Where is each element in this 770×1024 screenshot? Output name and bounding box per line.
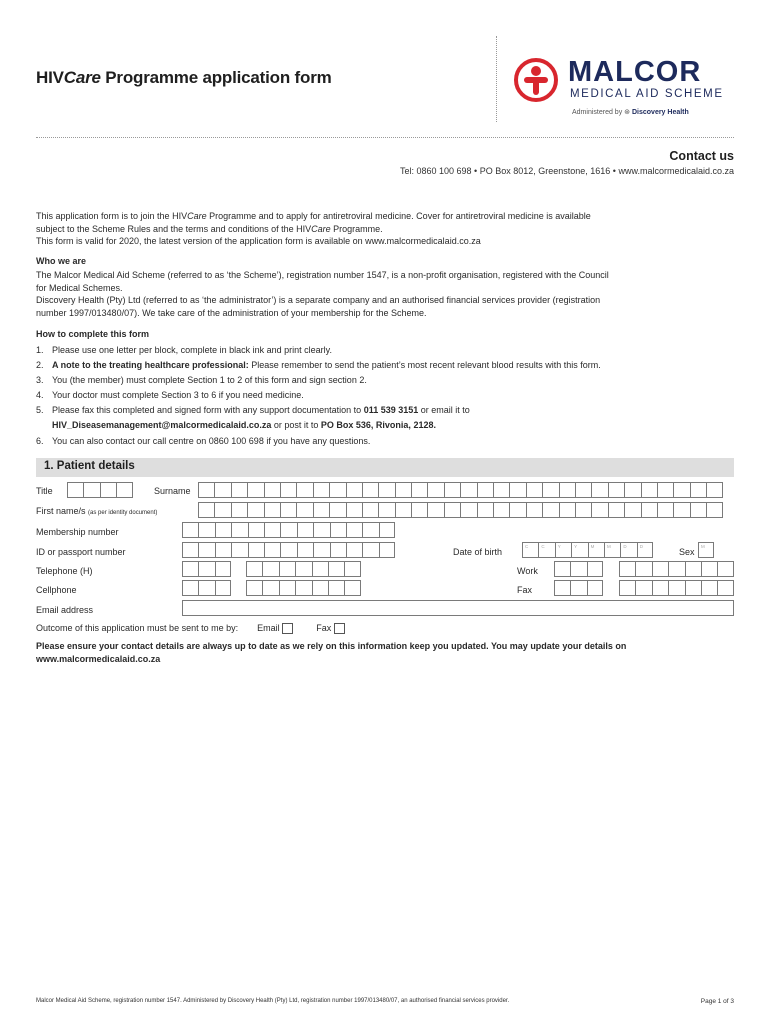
cellphone-label: Cellphone xyxy=(36,585,77,595)
who-heading: Who we are xyxy=(36,256,87,266)
logo-emblem-icon xyxy=(514,58,558,102)
input-block[interactable] xyxy=(641,502,657,518)
input-block[interactable] xyxy=(559,482,575,498)
input-block[interactable] xyxy=(312,561,328,577)
input-block[interactable] xyxy=(264,502,280,518)
input-block[interactable] xyxy=(591,502,607,518)
footer-text: Malcor Medical Aid Scheme, registration number 1547. Administered by Discovery Health (Pty) Ltd, registration number 1997/013480/07, an authorised financial services provider. xyxy=(36,998,510,1004)
input-block[interactable] xyxy=(329,482,345,498)
input-block[interactable] xyxy=(509,502,525,518)
input-block[interactable] xyxy=(641,482,657,498)
input-block[interactable] xyxy=(657,482,673,498)
input-block[interactable] xyxy=(328,580,344,596)
input-block[interactable] xyxy=(554,561,570,577)
input-block[interactable] xyxy=(395,482,411,498)
input-block[interactable]: D xyxy=(620,542,636,558)
input-block[interactable] xyxy=(247,482,263,498)
input-block[interactable] xyxy=(198,482,214,498)
input-block[interactable] xyxy=(379,542,395,558)
work-code-input[interactable] xyxy=(554,561,603,577)
input-block[interactable] xyxy=(346,542,362,558)
input-block[interactable] xyxy=(608,502,624,518)
input-block[interactable] xyxy=(346,502,362,518)
input-block[interactable] xyxy=(214,482,230,498)
list-item: 6. You can also contact our call centre on 0860 100 698 if you have any questions. xyxy=(36,436,371,446)
input-block[interactable] xyxy=(526,482,542,498)
input-block[interactable] xyxy=(444,482,460,498)
input-block[interactable] xyxy=(214,502,230,518)
telephone-number-input[interactable] xyxy=(246,561,361,577)
input-block[interactable] xyxy=(215,561,231,577)
id-label: ID or passport number xyxy=(36,547,126,557)
input-block[interactable] xyxy=(264,482,280,498)
input-block[interactable] xyxy=(444,502,460,518)
input-block[interactable] xyxy=(215,580,231,596)
input-block[interactable] xyxy=(624,502,640,518)
header-divider-horizontal xyxy=(36,137,734,138)
input-block[interactable] xyxy=(608,482,624,498)
input-block[interactable] xyxy=(231,522,247,538)
input-block[interactable] xyxy=(246,580,262,596)
membership-input[interactable] xyxy=(182,522,395,538)
input-block[interactable] xyxy=(701,580,717,596)
input-block[interactable] xyxy=(296,502,312,518)
section-header-patient-details: 1. Patient details xyxy=(36,458,734,477)
input-block[interactable] xyxy=(717,580,733,596)
input-block[interactable] xyxy=(673,502,689,518)
list-item: 4. Your doctor must complete Section 3 to 6 if you need medicine. xyxy=(36,390,304,400)
input-block[interactable] xyxy=(198,522,214,538)
input-block[interactable] xyxy=(248,542,264,558)
input-block[interactable] xyxy=(411,502,427,518)
input-block[interactable] xyxy=(280,542,296,558)
list-item: HIV_Diseasemanagement@malcormedicalaid.co.za or post it to PO Box 536, Rivonia, 2128. xyxy=(52,420,436,430)
input-block[interactable] xyxy=(362,482,378,498)
input-block[interactable] xyxy=(379,522,395,538)
input-block[interactable] xyxy=(427,502,443,518)
input-block[interactable] xyxy=(619,561,635,577)
input-block[interactable] xyxy=(685,561,701,577)
logo-subtitle: MEDICAL AID SCHEME xyxy=(570,88,724,100)
input-block[interactable] xyxy=(575,502,591,518)
list-item: 1. Please use one letter per block, complete in black ink and print clearly. xyxy=(36,345,332,355)
input-block[interactable] xyxy=(624,482,640,498)
input-block[interactable]: Y xyxy=(571,542,587,558)
input-block[interactable] xyxy=(215,542,231,558)
email-label: Email address xyxy=(36,605,94,615)
work-label: Work xyxy=(517,566,538,576)
fax-label: Fax xyxy=(517,585,533,595)
input-block[interactable] xyxy=(559,502,575,518)
input-block[interactable] xyxy=(182,561,198,577)
input-block[interactable]: Y xyxy=(555,542,571,558)
first-names-input[interactable] xyxy=(198,502,723,518)
input-block[interactable] xyxy=(295,580,311,596)
input-block[interactable] xyxy=(279,561,295,577)
outcome-email-checkbox[interactable] xyxy=(282,623,293,634)
input-block[interactable] xyxy=(279,580,295,596)
page-title: HIVCare Programme application form xyxy=(36,68,332,87)
input-block[interactable] xyxy=(570,580,586,596)
input-block[interactable] xyxy=(706,482,722,498)
work-number-input[interactable] xyxy=(619,561,734,577)
input-block[interactable] xyxy=(635,580,651,596)
discovery-icon: ⊛ xyxy=(624,109,631,116)
input-block[interactable] xyxy=(706,502,722,518)
input-block[interactable] xyxy=(280,482,296,498)
input-block[interactable] xyxy=(587,561,603,577)
how-heading: How to complete this form xyxy=(36,329,150,339)
input-block[interactable] xyxy=(262,580,278,596)
input-block[interactable] xyxy=(313,542,329,558)
cellphone-number-input[interactable] xyxy=(246,580,361,596)
title-input[interactable] xyxy=(67,482,133,498)
dob-label: Date of birth xyxy=(453,547,503,557)
input-block[interactable] xyxy=(231,502,247,518)
input-block[interactable] xyxy=(575,482,591,498)
input-block[interactable] xyxy=(701,561,717,577)
input-block[interactable] xyxy=(619,580,635,596)
input-block[interactable] xyxy=(262,561,278,577)
input-block[interactable] xyxy=(246,561,262,577)
input-block[interactable] xyxy=(198,502,214,518)
input-block[interactable] xyxy=(182,580,198,596)
id-input[interactable] xyxy=(182,542,395,558)
input-block[interactable] xyxy=(313,482,329,498)
malcor-logo xyxy=(514,56,736,120)
input-block[interactable] xyxy=(378,482,394,498)
telephone-code-input[interactable] xyxy=(182,561,231,577)
input-block[interactable] xyxy=(313,522,329,538)
dob-input[interactable] xyxy=(522,542,653,558)
input-block[interactable] xyxy=(182,542,198,558)
input-block[interactable] xyxy=(460,502,476,518)
contact-details: Tel: 0860 100 698 • PO Box 8012, Greenstone, 1616 • www.malcormedicalaid.co.za xyxy=(400,166,734,176)
input-block[interactable] xyxy=(690,482,706,498)
input-block[interactable] xyxy=(312,580,328,596)
input-block[interactable] xyxy=(587,580,603,596)
surname-input[interactable] xyxy=(198,482,723,498)
intro-paragraph: This application form is to join the HIVCare Programme and to apply for antiretroviral medicine. Cover for antiretroviral medicine is available subject to the Scheme Rules and the terms and conditions of the HIVCare Programme. This form is valid for 2020, the latest version of the application form is available on www.malcormedicalaid.co.za xyxy=(36,211,591,246)
input-block[interactable] xyxy=(247,502,263,518)
list-item: 5. Please fax this completed and signed form with any support documentation to 011 539 3151 or email it to xyxy=(36,405,470,415)
input-block[interactable] xyxy=(411,482,427,498)
surname-label: Surname xyxy=(154,486,191,496)
input-block[interactable] xyxy=(570,561,586,577)
input-block[interactable] xyxy=(344,580,360,596)
input-block[interactable] xyxy=(378,502,394,518)
telephone-label: Telephone (H) xyxy=(36,566,93,576)
input-block[interactable] xyxy=(295,561,311,577)
input-block[interactable] xyxy=(248,522,264,538)
input-block[interactable] xyxy=(330,522,346,538)
cellphone-code-input[interactable] xyxy=(182,580,231,596)
input-block[interactable] xyxy=(330,542,346,558)
input-block[interactable] xyxy=(346,482,362,498)
input-block[interactable] xyxy=(652,580,668,596)
input-block[interactable] xyxy=(477,482,493,498)
input-block[interactable] xyxy=(297,542,313,558)
list-item: 2. A note to the treating healthcare professional: Please remember to send the patient’s most recent relevant blood results with this form. xyxy=(36,360,601,370)
input-block[interactable] xyxy=(493,482,509,498)
input-block[interactable] xyxy=(493,502,509,518)
input-block[interactable] xyxy=(542,502,558,518)
page-number: Page 1 of 3 xyxy=(700,998,734,1005)
input-block[interactable] xyxy=(509,482,525,498)
input-block[interactable] xyxy=(231,482,247,498)
contact-update-notice: Please ensure your contact details are always up to date as we rely on this information keep you updated. You may update your details on www.malcormedicalaid.co.za xyxy=(36,641,627,664)
input-block[interactable] xyxy=(215,522,231,538)
input-block[interactable] xyxy=(297,522,313,538)
membership-label: Membership number xyxy=(36,527,119,537)
input-block[interactable] xyxy=(685,580,701,596)
input-block[interactable] xyxy=(198,542,214,558)
input-block[interactable] xyxy=(362,522,378,538)
input-block[interactable]: C xyxy=(522,542,538,558)
input-block[interactable] xyxy=(296,482,312,498)
input-block[interactable] xyxy=(329,502,345,518)
input-block[interactable] xyxy=(460,482,476,498)
input-block[interactable]: C xyxy=(538,542,554,558)
contact-heading: Contact us xyxy=(669,149,734,163)
input-block[interactable] xyxy=(344,561,360,577)
input-block[interactable] xyxy=(657,502,673,518)
input-block[interactable] xyxy=(526,502,542,518)
input-block[interactable] xyxy=(198,561,214,577)
input-block[interactable] xyxy=(477,502,493,518)
input-block[interactable]: M xyxy=(588,542,604,558)
fax-code-input[interactable] xyxy=(554,580,603,596)
input-block[interactable] xyxy=(264,542,280,558)
input-block[interactable] xyxy=(313,502,329,518)
input-block[interactable] xyxy=(346,522,362,538)
list-item: 3. You (the member) must complete Section 1 to 2 of this form and sign section 2. xyxy=(36,375,367,385)
sex-input[interactable]: M xyxy=(698,542,714,558)
input-block[interactable] xyxy=(554,580,570,596)
sex-label: Sex xyxy=(679,547,695,557)
input-block[interactable] xyxy=(717,561,733,577)
input-block[interactable] xyxy=(328,561,344,577)
input-block[interactable] xyxy=(264,522,280,538)
input-block[interactable] xyxy=(198,580,214,596)
input-block[interactable] xyxy=(231,542,247,558)
logo-brand-name: MALCOR xyxy=(568,56,702,88)
input-block[interactable] xyxy=(591,482,607,498)
email-input[interactable] xyxy=(182,600,734,616)
input-block[interactable] xyxy=(280,502,296,518)
title-label: Title xyxy=(36,486,53,496)
fax-number-input[interactable] xyxy=(619,580,734,596)
input-block[interactable] xyxy=(280,522,296,538)
input-block[interactable] xyxy=(182,522,198,538)
outcome-label: Outcome of this application must be sent to me by: Email Fax xyxy=(36,623,345,634)
input-block[interactable] xyxy=(362,542,378,558)
input-block[interactable] xyxy=(673,482,689,498)
input-block[interactable] xyxy=(690,502,706,518)
input-block[interactable]: M xyxy=(604,542,620,558)
input-block[interactable] xyxy=(427,482,443,498)
input-block[interactable] xyxy=(668,561,684,577)
input-block[interactable] xyxy=(652,561,668,577)
input-block[interactable] xyxy=(362,502,378,518)
who-paragraph: The Malcor Medical Aid Scheme (referred to as ‘the Scheme’), registration number 1547, is a non-profit organisation, registered with the Council for Medical Schemes. Discovery Health (Pty) Ltd (referred to as ‘the administrator’) is a separate company and an authorised financial services provider (registration number 1997/013480/07). We take care of the administration of your membership for the Scheme. xyxy=(36,270,609,318)
first-names-label: First name/s (as per identity document) xyxy=(36,506,158,516)
input-block[interactable] xyxy=(635,561,651,577)
input-block[interactable] xyxy=(395,502,411,518)
logo-administered-by: Administered by ⊛ Discovery Health xyxy=(572,109,689,116)
header-divider-vertical xyxy=(496,36,497,122)
outcome-fax-checkbox[interactable] xyxy=(334,623,345,634)
input-block[interactable] xyxy=(668,580,684,596)
input-block[interactable]: D xyxy=(637,542,653,558)
input-block[interactable] xyxy=(542,482,558,498)
